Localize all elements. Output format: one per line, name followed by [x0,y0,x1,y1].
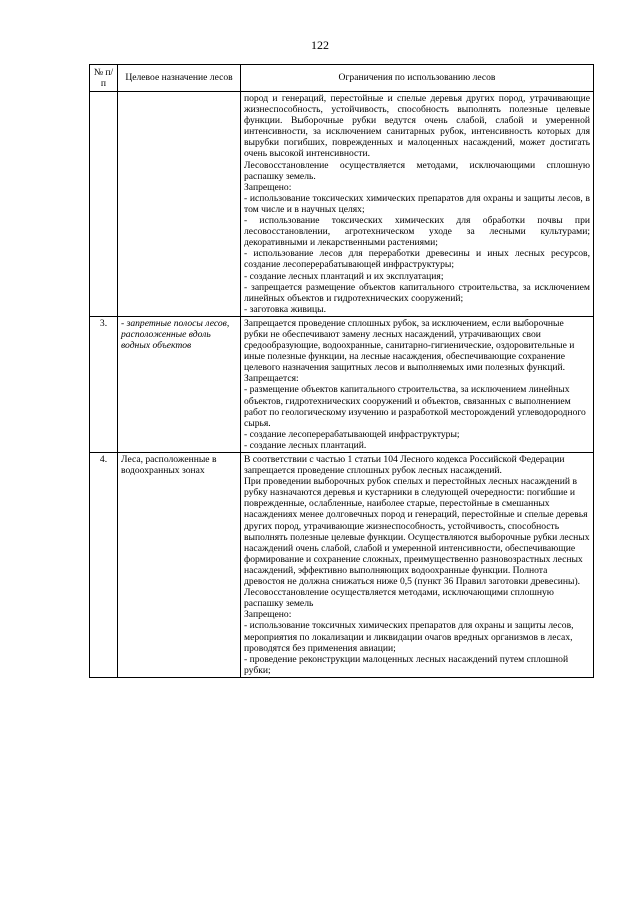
restriction-paragraph: - заготовка живицы. [244,303,326,315]
header-number: № п/п [90,65,118,92]
restriction-paragraph: пород и генераций, перестойные и спелые деревья других пород, утрачивающие жизнеспособность, устойчивость, способность выполнять полезные целевые функции. Выборочные рубки ведутся очень слабой, слабой и умеренной интенсивности, за исключением санитарных рубок, интенсивность которых для вырубки погибших, поврежденных и малоценных насаждений, может достигать очень высокой интенсивности. [244,93,590,160]
table-header-row [90,65,594,92]
table-row [90,92,594,317]
row-purpose [118,92,241,317]
restriction-paragraph: - использование токсических химических для обработки почвы при лесовосстановлении, агротехническом уходе за лесными культурами; декоративными и лекарственными растениями; [244,215,590,249]
restriction-paragraph: - создание лесных плантаций и их эксплуатация; [244,270,444,282]
restriction-paragraph: Запрещается проведение сплошных рубок, за исключением, если выборочные рубки не обеспечивают замену лесных насаждений, утрачивающих свои средообразующие, водоохранные, санитарно-гигиенические, оздоровительные и иные полезные функции, на лесные насаждения, обеспечивающие сохранение целевого назначения защитных лесов и выполняемых ими полезных функций. [244,317,575,374]
restriction-paragraph: Лесовосстановление осуществляется методами, исключающими сплошную распашку земель [244,587,554,610]
restriction-paragraph: При проведении выборочных рубок спелых и перестойных лесных насаждений в рубку назначаются деревья и кустарники в следующей очередности: погибшие и поврежденные, ослабленные, наиболее старые, перестойные в смешанных насаждениях менее долговечных пород и генераций, перестойные и спелые деревья других пород, утрачивающие жизнеспособность, устойчивость, способность выполнять полезные целевые функции. Осуществляются выборочные рубки лесных насаждений очень слабой, слабой и умеренной интенсивности, обеспечивающие формирование и сохранение сложных, преимущественно разновозрастных лесных насаждений, эффективно выполняющих водоохранные функции. Полнота древостоя не должна снижаться ниже 0,5 (пункт 36 Правил заготовки древесины). [244,476,590,588]
row-purpose: - запретные полосы лесов, расположенные вдоль водных объектов [118,316,241,452]
restriction-paragraph: Запрещается: [244,373,299,385]
header-restrictions: Ограничения по использованию лесов [241,65,594,92]
row-restrictions [241,316,594,452]
row-number [90,92,118,317]
restriction-paragraph: - проведение реконструкции малоценных лесных насаждений путем сплошной рубки; [244,653,569,676]
restriction-paragraph: Запрещено: [244,181,292,193]
restriction-paragraph: - использование токсических химических препаратов для охраны и защиты лесов, в том числе и в научных целях; [244,192,590,215]
forest-restrictions-table [89,64,594,678]
row-purpose: Леса, расположенные в водоохранных зонах [118,453,241,678]
row-number: 3. [90,316,118,452]
row-number: 4. [90,453,118,678]
restriction-paragraph: - запрещается размещение объектов капитального строительства, за исключением линейных объектов и гидротехнических сооружений; [244,281,590,304]
row-restrictions [241,92,594,317]
row-restrictions [241,453,594,678]
restriction-paragraph: - размещение объектов капитального строительства, за исключением линейных объектов, гидротехнических сооружений и объектов, связанных с выполнением работ по геологическому изучению и разработкой месторождений углеводородного сырья. [244,384,586,429]
table-row [90,453,594,678]
restriction-paragraph: Запрещено: [244,609,292,621]
restriction-paragraph: В соответствии с частью 1 статьи 104 Лесного кодекса Российской Федерации запрещается проведение сплошных рубок лесных насаждений. [244,454,565,477]
page-number: 122 [311,38,329,52]
table-row [90,316,594,452]
header-purpose: Целевое назначение лесов [118,65,241,92]
restriction-paragraph: - использование лесов для переработки древесины и иных лесных ресурсов, создание лесоперерабатывающей инфраструктуры; [244,248,590,271]
restriction-paragraph: - создание лесных плантаций. [244,439,367,451]
restriction-paragraph: - создание лесоперерабатывающей инфраструктуры; [244,428,460,440]
restriction-paragraph: - использование токсичных химических препаратов для охраны и защиты лесов, мероприятия по локализации и ликвидации очагов вредных организмов в лесах, проводятся без применения авиации; [244,620,574,654]
restriction-paragraph: Лесовосстановление осуществляется методами, исключающими сплошную распашку земель. [244,159,590,182]
